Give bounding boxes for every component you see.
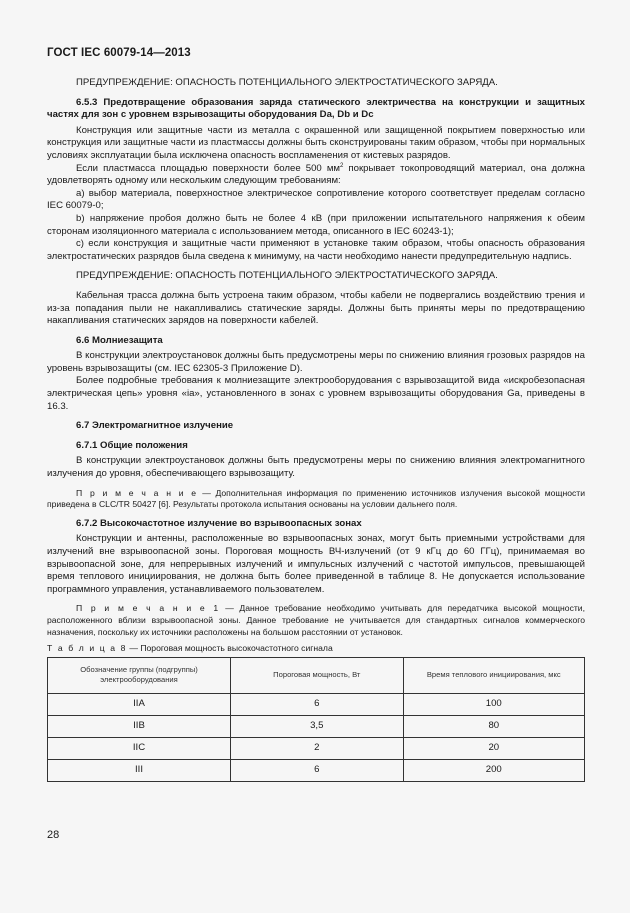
table-row	[48, 737, 585, 759]
note: П р и м е ч а н и е 1 — Данное требование необходимо учитывать для передатчика высокой мощности, расположенного вблизи взрывоопасной зоны. Данное требование не учитывается для стандартных сигналов коммерческого назначения, поскольку их источники расположены на большом расстоянии от установок.	[47, 603, 585, 637]
table-cell: 100	[403, 693, 584, 715]
list-item: а) выбор материала, поверхностное электрическое сопротивление которого соответствует пределам согласно IEC 60079-0;	[47, 187, 585, 212]
section-heading-6-7: 6.7 Электромагнитное излучение	[76, 420, 234, 432]
table-caption: Т а б л и ц а 8 — Пороговая мощность высокочастотного сигнала	[47, 643, 333, 654]
column-header: Обозначение группы (подгруппы) электрооборудования	[48, 657, 231, 693]
section-heading-6-5-3: 6.5.3 Предотвращение образования заряда статического электричества на конструкции и защитных частях для зон с уровнем взрывозащиты оборудования Da, Db и Dc	[47, 96, 585, 121]
paragraph: Кабельная трасса должна быть устроена таким образом, чтобы кабели не подвергались воздействию трения и из-за попадания пыли не накапливались статические заряды. Должны быть приняты меры по предотвращению накапливания статических зарядов на поверхности кабелей.	[47, 289, 585, 327]
paragraph: Конструкция или защитные части из металла с окрашенной или защищенной покрытием поверхностью или конструкция или защитные части из пластмассы должны быть сконструированы таким образом, чтобы при нормальных условиях эксплуатации была исключена опасность воспламенения от кистевых разрядов.	[47, 124, 585, 161]
list-item: c) если конструкция и защитные части применяют в установке таким образом, чтобы опасность образования электростатических разрядов была сведена к минимуму, на части необходимо нанести предупредительную надпись.	[47, 238, 585, 262]
table-cell: 200	[403, 759, 584, 781]
column-header: Пороговая мощность, Вт	[231, 657, 404, 693]
warning-text: ПРЕДУПРЕЖДЕНИЕ: ОПАСНОСТЬ ПОТЕНЦИАЛЬНОГО ЭЛЕКТРОСТАТИЧЕСКОГО ЗАРЯДА.	[76, 270, 498, 282]
column-header: Время теплового инициирования, мкс	[403, 657, 584, 693]
table-row	[48, 715, 585, 737]
page-body	[47, 77, 585, 782]
table-cell: 2	[231, 737, 404, 759]
table-cell: 3,5	[231, 715, 404, 737]
section-heading-6-7-1: 6.7.1 Общие положения	[76, 439, 188, 451]
table-header-row	[48, 657, 585, 693]
warning-text: ПРЕДУПРЕЖДЕНИЕ: ОПАСНОСТЬ ПОТЕНЦИАЛЬНОГО ЭЛЕКТРОСТАТИЧЕСКОГО ЗАРЯДА.	[76, 77, 498, 88]
table-cell: IIB	[48, 715, 231, 737]
section-heading-6-6: 6.6 Молниезащита	[76, 334, 163, 346]
threshold-power-table	[47, 657, 585, 782]
table-row	[48, 693, 585, 715]
table-cell: 20	[403, 737, 584, 759]
table-cell: 6	[231, 693, 404, 715]
table-cell: 80	[403, 715, 584, 737]
paragraph: Конструкции и антенны, расположенные во взрывоопасных зонах, могут быть приемными устройствами для излучений вне взрывоопасной зоны. Пороговая мощность ВЧ-излучений (от 9 кГц до 60 ГГц), принимаемая во взрывоопасной зоне, для непрерывных излучений и импульсных излучений с частотой импульсов, превышающей время теплового инициирования, не должна быть более приведенной в таблице 8. Не допускается использование программного управления, устанавливаемого пользователем.	[47, 533, 585, 595]
paragraph: В конструкции электроустановок должны быть предусмотрены меры по снижению влияния электромагнитного излучения до уровня, обеспечивающего взрывозащиту.	[47, 455, 585, 480]
list-item: b) напряжение пробоя должно быть не более 4 кВ (при приложении испытательного напряжения к обеим сторонам изоляционного материала с использованием метода, описанного в IEC 60243-1);	[47, 212, 585, 237]
table-cell: IIA	[48, 693, 231, 715]
document-header: ГОСТ IEC 60079-14—2013	[47, 47, 191, 59]
paragraph: Если пластмасса площадью поверхности более 500 $мм^2$ покрывает токопроводящий материал, она должна удовлетворять одному или нескольким следующим требованиям:	[47, 162, 585, 187]
table-row	[48, 759, 585, 781]
paragraph: Более подробные требования к молниезащите электрооборудования с взрывозащитой вида «искробезопасная электрическая цепь» уровня «ia», установленного в зонах с уровнем взрывозащиты оборудования Ga, приведены в 16.3.	[47, 375, 585, 412]
page-number: 28	[47, 829, 60, 841]
table-cell: III	[48, 759, 231, 781]
section-heading-6-7-2: 6.7.2 Высокочастотное излучение во взрывоопасных зонах	[76, 517, 362, 529]
note: П р и м е ч а н и е — Дополнительная информация по применению источников излучения высокой мощности приведена в CLC/TR 50427 [6]. Результаты протокола испытания основаны на условии дальнего поля.	[47, 487, 586, 510]
paragraph: В конструкции электроустановок должны быть предусмотрены меры по снижению влияния грозовых разрядов на уровень взрывозащиты (см. IEC 62305-3 Приложение D).	[47, 350, 585, 374]
table-cell: 6	[231, 759, 404, 781]
table-cell: IIC	[48, 737, 231, 759]
